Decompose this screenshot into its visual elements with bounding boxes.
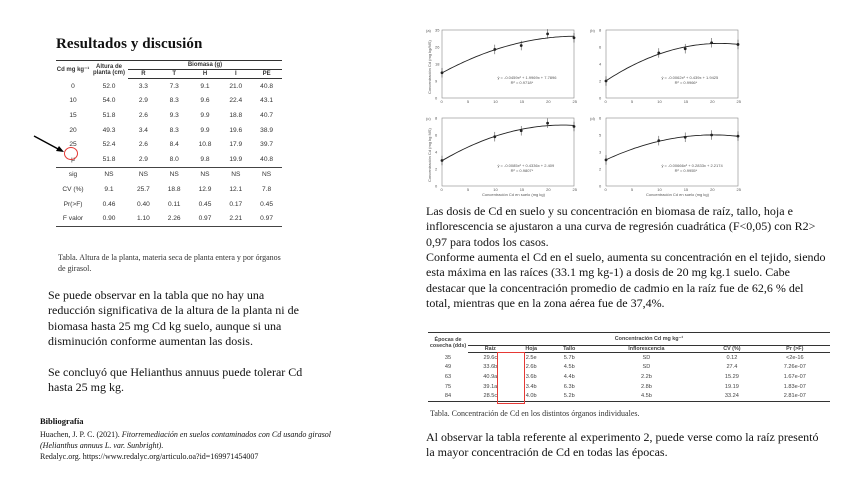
table-cell: 0.12 [726,354,738,361]
y-axis-label: Concentración Cd (mg kg/MS) [427,40,432,94]
plot-frame [606,118,738,186]
col-group: Concentración Cd mg kg⁻¹ [468,333,830,346]
table-cell: 18.8 [167,185,181,193]
y-tick-label: 6 [599,115,602,121]
table-cell: 54.0 [102,97,116,105]
fit-r2: R² = 0.9966* [674,79,698,85]
table-row [56,123,282,138]
y-tick-label: 4 [599,61,602,67]
arrow-icon [32,134,66,156]
data-point [657,139,660,142]
table-cell: 0 [71,82,75,90]
panel-label: (c) [426,116,431,121]
table-cell: 0.97 [190,211,221,226]
x-tick-label: 15 [519,187,525,192]
left-paragraph-1: Se puede observar en la tabla que no hay una reducción significativa de la altura de la planta ni de biomasa hasta 25 mg Cd kg suelo, aunque si una disminución conforme aumentan las dosis. [48,288,299,348]
table-cell: 52.4 [102,141,116,149]
table-cell: 4.4b [563,373,575,380]
table-cell: 1.67e-07 [783,373,806,380]
table-cell: 75 [444,383,452,390]
table-cell: 18.8 [229,111,243,119]
fit-r2: R² = 0.9807* [510,167,534,173]
table-cell: <2e-16 [785,354,804,361]
x-tick-label: 5 [630,99,634,104]
table-cell: 51.8 [102,111,116,119]
table-cell: 0.45 [198,200,212,208]
table-cell: 19.6 [229,126,243,134]
table-cell: F valor [56,211,90,226]
panel-label: (d) [590,116,595,121]
x-tick-label: 20 [546,99,551,104]
table-cell: sig [68,171,78,179]
table-cell: 12.9 [198,185,212,193]
plot-frame [442,118,574,186]
table-cell: 33.6b [483,364,498,371]
table-cell: 4.5b [563,364,575,371]
table-cell: 21.0 [229,82,243,90]
data-point [520,44,523,47]
table-cell: 2.6 [138,111,148,119]
col-cd: Cd mg kg⁻¹ [56,67,90,74]
table-cell: 38.9 [260,126,274,134]
table-cell: 84 [428,391,468,401]
table-cell: 8.4 [169,141,179,149]
table-cell: 52.0 [102,82,116,90]
table1-caption: Tabla. Altura de la planta, materia seca de planta entera y por órganos de girasol. [58,253,281,273]
table-cell: 0.17 [229,200,243,208]
data-point [441,71,444,74]
table-cell: 3.4b [525,383,537,390]
fit-equation: ŷ = -0.00666x² + 0.2833x + 2.2174 [661,162,723,168]
x-tick-label: 10 [657,99,662,104]
col-t: T [159,70,190,79]
x-tick-label: 25 [736,99,741,104]
table-cell: 29.6c [483,354,498,361]
y-tick-label: 2 [435,166,438,172]
fit-curve [442,36,574,73]
col-raiz: Raíz [468,346,513,353]
plot-frame [606,30,738,98]
table-cell: 6.3b [563,383,575,390]
fit-r2: R² = 0.9718* [510,79,534,85]
table-cell: 17.9 [229,141,243,149]
right-paragraph-2: Conforme aumenta el Cd en el suelo, aumenta su concentración en el tejido, siendo esta máxima en las raíces (33.1 mg kg-1) a dosis de 20 mg kg.1 suelo. Cabe destacar que la concentración promedio de cadmio en la raíz fue de 62,6 % del total, mientras que en la zona aérea fue de 37,4%. [426,250,826,310]
data-point [573,125,576,128]
x-tick-label: 25 [572,99,577,104]
table-cell: 0.45 [260,200,274,208]
x-tick-label: 5 [466,187,470,192]
table-plant-biomass [56,60,282,227]
panel-label: (b) [590,28,595,33]
table-row [428,382,830,392]
data-point [710,41,713,44]
table-cell: 8.3 [169,97,179,105]
fit-equation: ŷ = -0.0459x² + 1.9969x + 7.7896 [497,74,557,80]
table-cell: Pr(>F) [63,200,83,208]
y-tick-label: 0 [435,183,438,189]
bibliography-author: Huachen, J. P. C. (2021). [40,430,122,439]
table-cell: NS [138,171,148,179]
table-cell: 7.3 [169,82,179,90]
table-cell: 9.6 [200,97,210,105]
col-i: I [220,70,251,79]
table-cell: 63 [444,373,452,380]
plot-frame [442,30,574,98]
table-cell: 8.0 [159,152,190,167]
table-cell: μ [56,152,90,167]
table-cell: 40.8 [260,82,274,90]
table-cell: 0.46 [102,200,116,208]
table-cell: 39.7 [260,141,274,149]
col-inflorescencia: Inflorescencia [589,346,705,353]
y-tick-label: 26 [435,44,440,50]
y-tick-label: 0 [599,183,602,189]
data-point [546,32,549,35]
table-cell: 0.11 [168,200,181,208]
table-cell: 25 [69,141,77,149]
fit-curve [606,135,738,160]
table-row [56,182,282,197]
highlight-circle [64,147,78,160]
x-tick-label: 25 [572,187,577,192]
table-cell: 9.1 [200,82,210,90]
table-cell: SD [642,354,651,361]
bibliography-text [40,429,340,462]
table-cell: 0.97 [251,211,282,226]
table-cell: 49 [444,364,452,371]
table-cell: 9.8 [190,152,221,167]
x-tick-label: 5 [466,99,470,104]
table-cell: 2.6b [525,364,537,371]
table-cell: 39.1a [483,383,498,390]
bibliography-title: Bibliografía [40,416,84,426]
data-point [684,136,687,139]
fit-equation: ŷ = -0.0062x² + 0.439x + 1.9425 [661,74,719,80]
table-cell: 40.7 [260,111,274,119]
y-tick-label: 5 [599,132,602,138]
bibliography-title-italic: Fitorremediación en suelos contaminados con Cd usando girasol (Helianthus annuus L. var. Sunbright). [40,430,332,450]
table-cell: NS [262,171,272,179]
table-cell: 2.2b [640,373,652,380]
table-cell: 43.1 [260,97,274,105]
y-tick-label: 6 [599,44,602,50]
table-row [428,363,830,373]
table-cell: 9.3 [169,111,179,119]
table-cell: CV (%) [62,185,84,193]
data-point [684,47,687,50]
table-row [56,108,282,123]
y-tick-label: 35 [435,27,440,33]
x-tick-label: 10 [493,99,498,104]
x-axis-label: Concentración Cd en suelo (mg kg) [482,192,545,197]
table-row [56,211,282,226]
data-point [493,48,496,51]
x-tick-label: 10 [657,187,662,192]
table-row [56,137,282,152]
table-cell: 19.19 [724,383,739,390]
table-cell: 4.0b [513,391,550,401]
table-cell: 10 [69,97,77,105]
y-tick-label: 8 [435,115,438,121]
y-tick-label: 2 [599,166,602,172]
data-point [605,159,608,162]
col-pe: PE [251,70,282,79]
table-cell: 25.7 [136,185,150,193]
x-tick-label: 10 [493,187,498,192]
fit-r2: R² = 0.9955* [674,167,698,173]
table-cell: 9.1 [104,185,114,193]
col-epocas: Épocas de cosecha (dds) [429,336,467,349]
col-h: H [190,70,221,79]
table-cell: 2.9 [138,97,148,105]
table-cell: 9.9 [200,126,210,134]
right-paragraph-1: Las dosis de Cd en suelo y su concentración en biomasa de raíz, tallo, hoja e inflorescencia se ajustaron a una curva de regresión cuadrática (F<0,05) con R2> 0,97 para todos los casos. [426,204,816,249]
section-title: Resultados y discusión [56,36,203,52]
table-cell: 2.8b [640,383,652,390]
table-cell: 7.26e-07 [783,364,806,371]
col-r: R [128,70,159,79]
table-cd-organs [428,332,830,402]
data-point [441,159,444,162]
y-tick-label: 0 [435,95,438,101]
fit-curve [442,125,574,161]
x-tick-label: 20 [710,187,715,192]
data-point [573,36,576,39]
data-point [657,52,660,55]
data-point [737,135,740,138]
regression-charts [424,22,750,197]
table-cell: 33.24 [704,391,759,401]
x-tick-label: 5 [630,187,634,192]
table-row [56,79,282,94]
data-point [710,134,713,137]
col-tallo: Tallo [550,346,589,353]
x-tick-label: 20 [546,187,551,192]
col-hoja: Hoja [513,346,550,353]
data-point [520,129,523,132]
right-paragraph-3: Al observar la tabla referente al experimento 2, puede verse como la raíz presentó la mayor concentración de Cd en todas las épocas. [426,430,819,460]
table-cell: 20 [69,126,77,134]
data-point [493,135,496,138]
x-axis-label: Concentración Cd en suelo (mg kg) [646,192,709,197]
x-tick-label: 0 [440,187,443,192]
table-cell: 12.1 [229,185,243,193]
table-cell: 19.9 [220,152,251,167]
table-cell: 7.8 [262,185,272,193]
x-tick-label: 25 [736,187,741,192]
table-cell: 15.29 [724,373,739,380]
table-cell: 51.8 [90,152,128,167]
table-cell: 8.3 [169,126,179,134]
table-cell: 3.4 [138,126,148,134]
table-cell: 5.2b [550,391,589,401]
table-cell: 10.8 [198,141,212,149]
col-biomasa: Biomasa (g) [128,61,282,70]
col-cv: CV (%) [704,346,759,353]
x-tick-label: 15 [683,99,689,104]
x-tick-label: 15 [683,187,689,192]
table-row [428,353,830,363]
x-tick-label: 0 [604,99,607,104]
table-cell: 40.8 [251,152,282,167]
y-tick-label: 0 [599,95,602,101]
table-cell: NS [200,171,210,179]
table-row [428,391,830,401]
table-cell: 1.10 [128,211,159,226]
data-point [546,122,549,125]
y-axis-label: Concentración Cd (mg kg MS) [427,128,432,182]
y-tick-label: 9 [435,78,438,84]
table-row [428,372,830,382]
col-altura: Altura de planta (cm) [92,63,125,76]
highlight-box [497,352,525,404]
table-cell: 3.6b [525,373,537,380]
bibliography-url[interactable]: Redalyc.org. https://www.redalyc.org/articulo.oa?id=169971454007 [40,452,259,461]
table2-caption: Tabla. Concentración de Cd en los distintos órganos individuales. [430,409,640,418]
table-cell: 2.5e [525,354,537,361]
table-row [56,152,282,167]
left-paragraph-2: Se concluyó que Helianthus annuus puede tolerar Cd hasta 25 mg kg. [48,365,303,395]
table-cell: 5.7b [563,354,575,361]
data-point [605,80,608,83]
y-tick-label: 4 [435,149,438,155]
x-tick-label: 20 [710,99,715,104]
table-cell: 40.9a [483,373,498,380]
table-cell: NS [169,171,179,179]
y-tick-label: 6 [435,132,438,138]
x-tick-label: 0 [604,187,607,192]
y-tick-label: 8 [599,27,602,33]
table-cell: 35 [444,354,452,361]
table-cell: 1.83e-07 [783,383,806,390]
table-cell: 2.26 [159,211,190,226]
table-row [56,197,282,212]
panel-label: (a) [426,28,431,33]
table-row [56,167,282,182]
table-row [56,94,282,109]
table-cell: 2.81e-07 [760,391,830,401]
table-cell: 27.4 [726,364,738,371]
fit-equation: ŷ = -0.0085x² + 0.4336x + 2.409 [497,162,555,168]
table-cell: 49.3 [102,126,116,134]
table-cell: 9.9 [200,111,210,119]
x-tick-label: 15 [519,99,525,104]
table-cell: NS [231,171,241,179]
table-cell: 2.6 [138,141,148,149]
table-cell: SD [642,364,651,371]
col-pr: Pr (>F) [760,346,830,353]
table-cell: 0.90 [90,211,128,226]
table-cell: 2.9 [128,152,159,167]
table-cell: 2.21 [220,211,251,226]
data-point [737,43,740,46]
y-tick-label: 3 [599,149,602,155]
table-cell: NS [104,171,114,179]
table-cell: 22.4 [229,97,243,105]
y-tick-label: 18 [435,61,440,67]
table-cell: 28.5c [468,391,513,401]
table-cell: 4.5b [589,391,705,401]
table-cell: 15 [69,111,77,119]
table-cell: 3.3 [138,82,148,90]
table-cell: 0.40 [136,200,150,208]
x-tick-label: 0 [440,99,443,104]
y-tick-label: 2 [599,78,602,84]
